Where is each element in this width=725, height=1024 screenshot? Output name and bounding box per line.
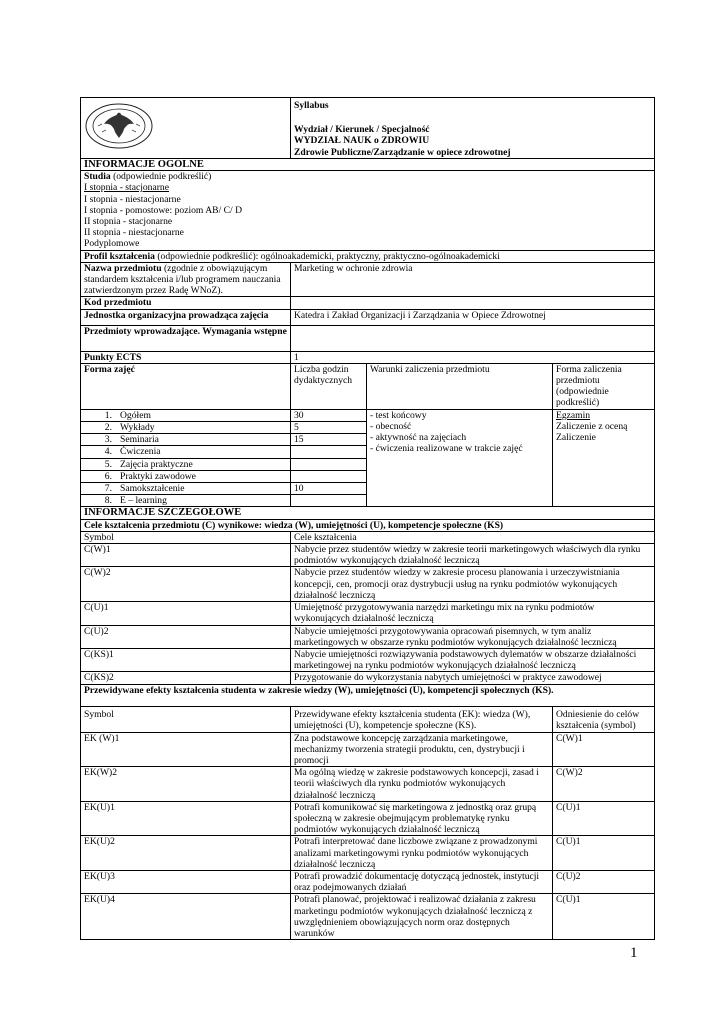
- logo-cell: [81, 98, 291, 159]
- class-form-name: Ogółem: [120, 409, 151, 421]
- class-form-name: Seminaria: [120, 434, 159, 446]
- effect-text: Ma ogólną wiedzę w zakresie podstawowych koncepcji, zasad i teorii właściwych dla rynku podmiotów wykonujących działalność leczniczą: [291, 767, 553, 802]
- subject-name-label-cell: [81, 262, 291, 297]
- condition-item: - test końcowy: [370, 409, 427, 421]
- studies-option: I stopnia - pomostowe: poziom AB/ C/ D: [84, 204, 243, 216]
- goal-symbol: C(U)1: [81, 602, 291, 625]
- goal-text: Umiejętność przygotowywania narzędzi marketingu mix na rynku podmiotów wykonujących działalność leczniczą: [291, 602, 655, 625]
- class-form-row: [81, 483, 291, 495]
- class-form-name: Praktyki zawodowe: [120, 470, 196, 482]
- studies-label: Studia: [84, 171, 111, 183]
- effect-symbol: EK (W)1: [81, 732, 291, 767]
- row-number: 3.: [104, 434, 112, 446]
- studies-option: Podyplomowe: [84, 238, 140, 250]
- effect-ref: C(U)1: [553, 836, 655, 871]
- class-form-hours: [291, 495, 367, 507]
- effects-col-symbol: Symbol: [81, 706, 291, 732]
- page-number: 1: [630, 945, 638, 961]
- assessment-form: Zaliczenie: [556, 432, 596, 444]
- header-cell: [291, 98, 655, 159]
- goal-symbol: C(U)2: [81, 625, 291, 648]
- effect-symbol: EK(U)2: [81, 836, 291, 871]
- effect-ref: C(W)2: [553, 767, 655, 802]
- condition-item: - aktywność na zajęciach: [370, 432, 467, 444]
- row-number: 5.: [104, 458, 112, 470]
- assessment-form: Egzamin: [556, 409, 591, 421]
- effects-heading: Przewidywane efekty kształcenia studenta w zakresie wiedzy (W), umiejętności (U), kompetencji społecznych (KS).: [81, 684, 655, 706]
- effect-text: Potrafi prowadzić dokumentację dotyczącą jednostek, instytucji oraz podejmowanych działań: [291, 870, 553, 893]
- faculty-label: Wydział / Kierunek / Specjalność: [294, 124, 430, 136]
- effect-symbol: EK(U)1: [81, 801, 291, 836]
- hours-header: Liczba godzin dydaktycznych: [291, 363, 367, 409]
- class-form-hours: [291, 458, 367, 470]
- university-seal-icon: [84, 102, 154, 150]
- effect-symbol: EK(U)4: [81, 894, 291, 940]
- subject-code-label: Kod przedmiotu: [81, 297, 291, 309]
- goals-heading: Cele kształcenia przedmiotu (C) wynikowe: wiedza (W), umiejętności (U), kompetencje społeczne (KS): [81, 519, 655, 531]
- goal-symbol: C(KS)2: [81, 672, 291, 684]
- assessment-forms-cell: [553, 409, 655, 507]
- class-form-row: [81, 458, 291, 470]
- subject-name-note: (zgodnie z obowiązującym standardem kształcenia i/lub programem nauczania zatwierdzonym przez Radę WNoZ).: [84, 262, 281, 297]
- row-number: 7.: [104, 483, 112, 495]
- ects-value: 1: [291, 351, 655, 363]
- subject-name-value: Marketing w ochronie zdrowia: [291, 262, 655, 297]
- class-form-name: E – learning: [120, 495, 167, 507]
- condition-item: - ćwiczenia realizowane w trakcie zajęć: [370, 443, 523, 455]
- class-form-hours: 10: [291, 483, 367, 495]
- unit-label: Jednostka organizacyjna prowadząca zajęcia: [81, 309, 291, 325]
- studies-option: II stopnia - niestacjonarne: [84, 227, 184, 239]
- effect-ref: C(U)1: [553, 894, 655, 940]
- goal-text: Przygotowanie do wykorzystania nabytych umiejętności w praktyce zawodowej: [291, 672, 655, 684]
- class-form-hours: 5: [291, 422, 367, 434]
- goal-text: Nabycie umiejętności rozwiązywania podstawowych dylematów w obszarze działalności marketingowej na rynku podmiotów wykonujących działalność leczniczą: [291, 648, 655, 671]
- detailed-info-heading: INFORMACJE SZCZEGÓŁOWE: [81, 507, 655, 519]
- goal-text: Nabycie umiejętności przygotowywania opracowań pisemnych, w tym analiz marketingowych w obszarze rynku podmiotów wykonujących działalność leczniczą: [291, 625, 655, 648]
- class-form-name: Samokształcenie: [120, 483, 185, 495]
- class-form-row: [81, 495, 291, 507]
- effects-col-ref: Odniesienie do celów kształcenia (symbol): [553, 706, 655, 732]
- unit-value: Katedra i Zakład Organizacji i Zarządzania w Opiece Zdrowotnej: [291, 309, 655, 325]
- profile-cell: [81, 250, 655, 262]
- assessment-form: Zaliczenie z oceną: [556, 421, 628, 433]
- studies-option: II stopnia - stacjonarne: [84, 216, 173, 228]
- effect-ref: C(U)1: [553, 801, 655, 836]
- class-form-row: [81, 434, 291, 446]
- subject-code-value: [291, 297, 655, 309]
- studies-cell: [81, 171, 655, 250]
- effect-text: Potrafi komunikować się marketingowa z jednostką oraz grupą społeczną w zakresie obejmującym problematykę rynku podmiotów wykonujących działalność leczniczą: [291, 801, 553, 836]
- conditions-header: Warunki zaliczenia przedmiotu: [367, 363, 553, 409]
- goals-col-symbol: Symbol: [81, 531, 291, 543]
- class-form-hours: 30: [291, 409, 367, 421]
- class-form-row: [81, 422, 291, 434]
- syllabus-title: Syllabus: [294, 100, 329, 111]
- effect-symbol: EK(W)2: [81, 767, 291, 802]
- class-form-name: Wykłady: [120, 422, 155, 434]
- studies-option: I stopnia - niestacjonarne: [84, 193, 181, 205]
- class-form-hours: [291, 446, 367, 458]
- syllabus-table: [80, 97, 655, 940]
- class-form-hours: 15: [291, 434, 367, 446]
- goal-symbol: C(W)2: [81, 567, 291, 602]
- goal-text: Nabycie przez studentów wiedzy w zakresie procesu planowania i urzeczywistniania koncepcji, cen, promocji oraz dystrybucji usług na rynku podmiotów wykonujących działalność leczniczą: [291, 567, 655, 602]
- class-form-label: Forma zajęć: [81, 363, 291, 409]
- class-form-name: Zajęcia praktyczne: [120, 458, 193, 470]
- goal-symbol: C(KS)1: [81, 648, 291, 671]
- class-form-row: [81, 409, 291, 421]
- class-form-name: Ćwiczenia: [120, 446, 161, 458]
- condition-item: - obecność: [370, 421, 412, 433]
- profile-text: (odpowiednie podkreślić): ogólnoakademicki, praktyczny, praktyczno-ogólnoakademicki: [154, 250, 500, 262]
- row-number: 8.: [104, 495, 112, 507]
- profile-label: Profil kształcenia: [84, 250, 155, 262]
- prerequisites-value: [291, 325, 655, 351]
- goal-symbol: C(W)1: [81, 544, 291, 567]
- general-info-heading: INFORMACJE OGÓLNE: [81, 159, 655, 171]
- prerequisites-label: Przedmioty wprowadzające. Wymagania wstępne: [81, 325, 291, 351]
- specialty-name: Zdrowie Publiczne/Zarządzanie w opiece zdrowotnej: [294, 146, 511, 158]
- effects-col-effect: Przewidywane efekty kształcenia studenta (EK): wiedza (W), umiejętności (U), kompetencje społeczne (KS).: [291, 706, 553, 732]
- conditions-cell: [367, 409, 553, 507]
- row-number: 4.: [104, 446, 112, 458]
- effect-symbol: EK(U)3: [81, 870, 291, 893]
- goal-text: Nabycie przez studentów wiedzy w zakresie teorii marketingowych właściwych dla rynku podmiotów wykonujących działalność leczniczą: [291, 544, 655, 567]
- row-number: 6.: [104, 470, 112, 482]
- goals-col-goal: Cele kształcenia: [291, 531, 655, 543]
- effect-ref: C(W)1: [553, 732, 655, 767]
- form-header: Forma zaliczenia przedmiotu (odpowiednie podkreślić): [553, 363, 655, 409]
- row-number: 1.: [104, 409, 112, 421]
- effect-text: Zna podstawowe koncepcję zarządzania marketingowe, mechanizmy tworzenia strategii produktu, cen, dystrybucji i promocji: [291, 732, 553, 767]
- effect-ref: C(U)2: [553, 870, 655, 893]
- studies-option: I stopnia - stacjonarne: [84, 182, 169, 194]
- class-form-row: [81, 470, 291, 482]
- subject-name-label: Nazwa przedmiotu: [84, 262, 162, 274]
- row-number: 2.: [104, 422, 112, 434]
- ects-label: Punkty ECTS: [81, 351, 291, 363]
- studies-note: (odpowiednie podkreślić): [110, 171, 212, 183]
- faculty-name: WYDZIAŁ NAUK o ZDROWIU: [294, 135, 430, 147]
- class-form-hours: [291, 470, 367, 482]
- effect-text: Potrafi planować, projektować i realizować działania z zakresu marketingu podmiotów wykonujących działalność leczniczą z uwzględnieniem obowiązujących norm oraz dostępnych warunków: [291, 894, 553, 940]
- effect-text: Potrafi interpretować dane liczbowe związane z prowadzonymi analizami marketingowymi rynku podmiotów wykonujących działalność leczniczą: [291, 836, 553, 871]
- class-form-row: [81, 446, 291, 458]
